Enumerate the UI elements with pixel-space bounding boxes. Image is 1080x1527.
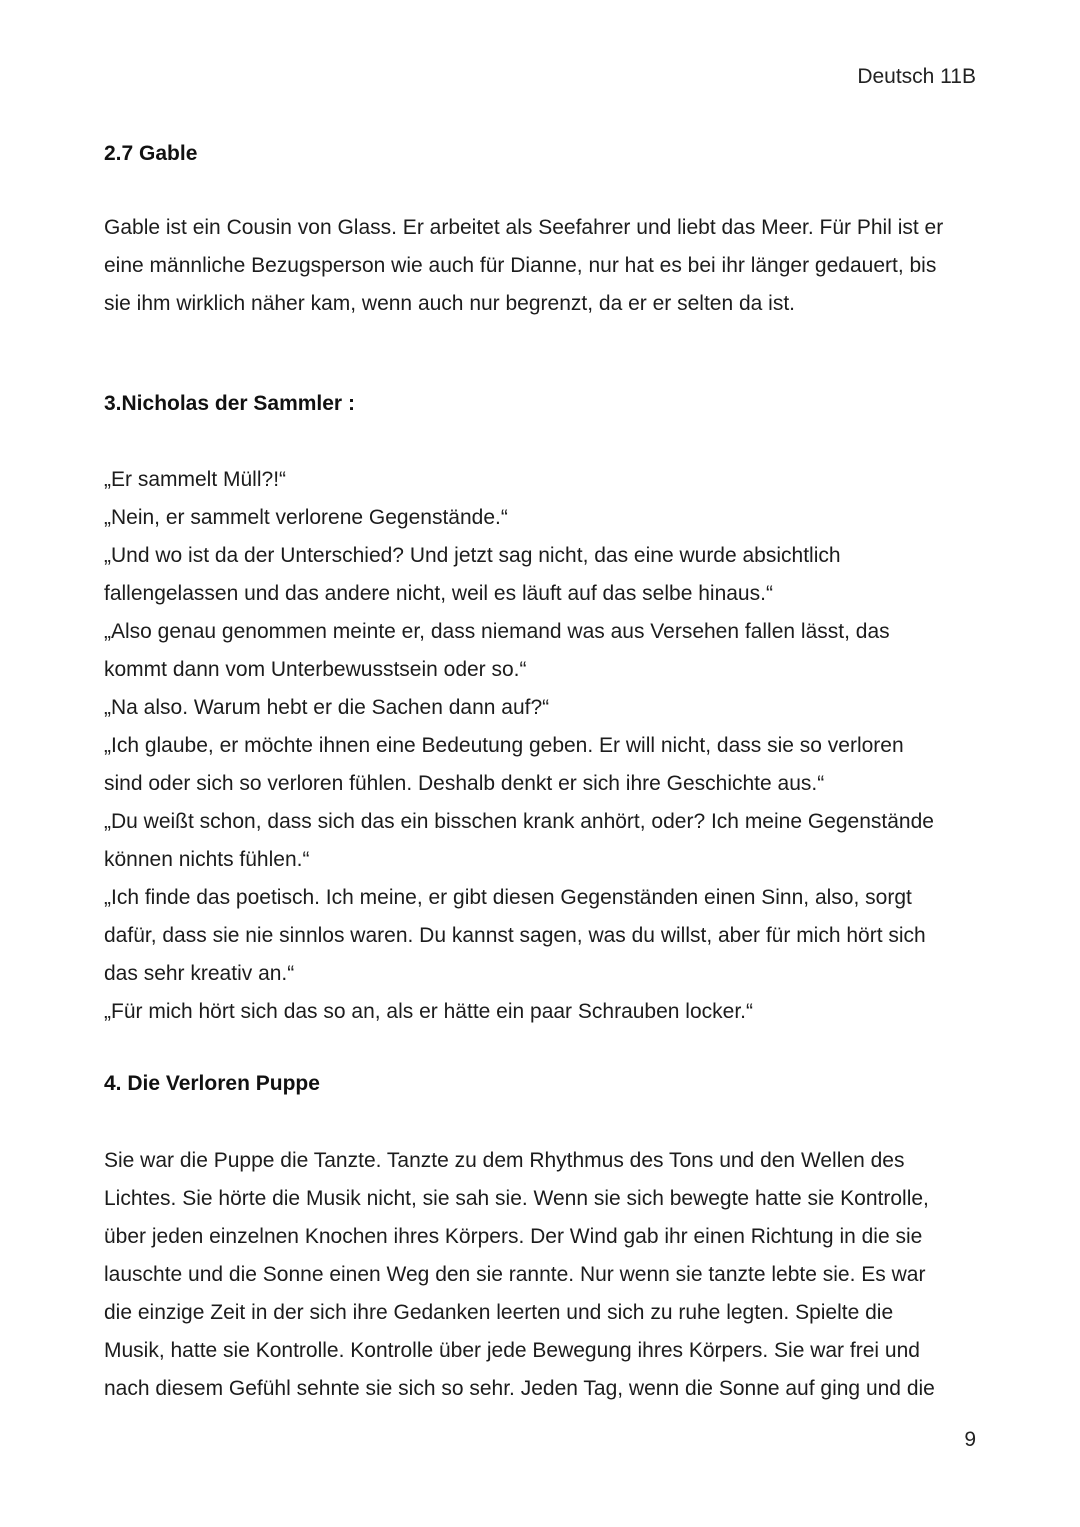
dialogue-nicholas bbox=[104, 461, 984, 1031]
section-heading-nicholas: 3.Nicholas der Sammler : bbox=[104, 392, 355, 415]
dialogue-line: sind oder sich so verloren fühlen. Deshalb denkt er sich ihre Geschichte aus.“ bbox=[104, 772, 825, 795]
dialogue-line: „Er sammelt Müll?!“ bbox=[104, 468, 287, 491]
dialogue-line: kommt dann vom Unterbewusstsein oder so.“ bbox=[104, 658, 527, 681]
text-line: über jeden einzelnen Knochen ihres Körpers. Der Wind gab ihr einen Richtung in die sie bbox=[104, 1225, 923, 1248]
text-line: die einzige Zeit in der sich ihre Gedanken leerten und sich zu ruhe legten. Spielte die bbox=[104, 1301, 894, 1324]
paragraph-puppe bbox=[104, 1142, 984, 1408]
text-line: eine männliche Bezugsperson wie auch für Dianne, nur hat es bei ihr länger gedauert, bis bbox=[104, 254, 937, 277]
text-line: lauschte und die Sonne einen Weg den sie rannte. Nur wenn sie tanzte lebte sie. Es war bbox=[104, 1263, 926, 1286]
paragraph-gable bbox=[104, 209, 984, 323]
section-heading-puppe: 4. Die Verloren Puppe bbox=[104, 1072, 320, 1095]
text-line: Sie war die Puppe die Tanzte. Tanzte zu dem Rhythmus des Tons und den Wellen des bbox=[104, 1149, 905, 1172]
dialogue-line: dafür, dass sie nie sinnlos waren. Du kannst sagen, was du willst, aber für mich hört sich bbox=[104, 924, 926, 947]
dialogue-line: „Und wo ist da der Unterschied? Und jetzt sag nicht, das eine wurde absichtlich bbox=[104, 544, 841, 567]
dialogue-line: „Na also. Warum hebt er die Sachen dann auf?“ bbox=[104, 696, 550, 719]
dialogue-line: das sehr kreativ an.“ bbox=[104, 962, 295, 985]
dialogue-line: fallengelassen und das andere nicht, weil es läuft auf das selbe hinaus.“ bbox=[104, 582, 773, 605]
text-line: nach diesem Gefühl sehnte sie sich so sehr. Jeden Tag, wenn die Sonne auf ging und die bbox=[104, 1377, 935, 1400]
text-line: Musik, hatte sie Kontrolle. Kontrolle über jede Bewegung ihres Körpers. Sie war frei und bbox=[104, 1339, 920, 1362]
text-line: Lichtes. Sie hörte die Musik nicht, sie sah sie. Wenn sie sich bewegte hatte sie Kontrolle, bbox=[104, 1187, 929, 1210]
text-line: Gable ist ein Cousin von Glass. Er arbeitet als Seefahrer und liebt das Meer. Für Phil ist er bbox=[104, 216, 944, 239]
dialogue-line: „Ich finde das poetisch. Ich meine, er gibt diesen Gegenständen einen Sinn, also, sorgt bbox=[104, 886, 912, 909]
dialogue-line: können nichts fühlen.“ bbox=[104, 848, 310, 871]
dialogue-line: „Ich glaube, er möchte ihnen eine Bedeutung geben. Er will nicht, dass sie so verloren bbox=[104, 734, 904, 757]
text-line: sie ihm wirklich näher kam, wenn auch nur begrenzt, da er er selten da ist. bbox=[104, 292, 796, 315]
course-header: Deutsch 11B bbox=[857, 65, 976, 88]
section-heading-gable: 2.7 Gable bbox=[104, 142, 198, 165]
dialogue-line: „Du weißt schon, dass sich das ein bisschen krank anhört, oder? Ich meine Gegenstände bbox=[104, 810, 934, 833]
page-number: 9 bbox=[964, 1428, 976, 1451]
dialogue-line: „Nein, er sammelt verlorene Gegenstände.“ bbox=[104, 506, 508, 529]
dialogue-line: „Für mich hört sich das so an, als er hätte ein paar Schrauben locker.“ bbox=[104, 1000, 753, 1023]
dialogue-line: „Also genau genommen meinte er, dass niemand was aus Versehen fallen lässt, das bbox=[104, 620, 890, 643]
